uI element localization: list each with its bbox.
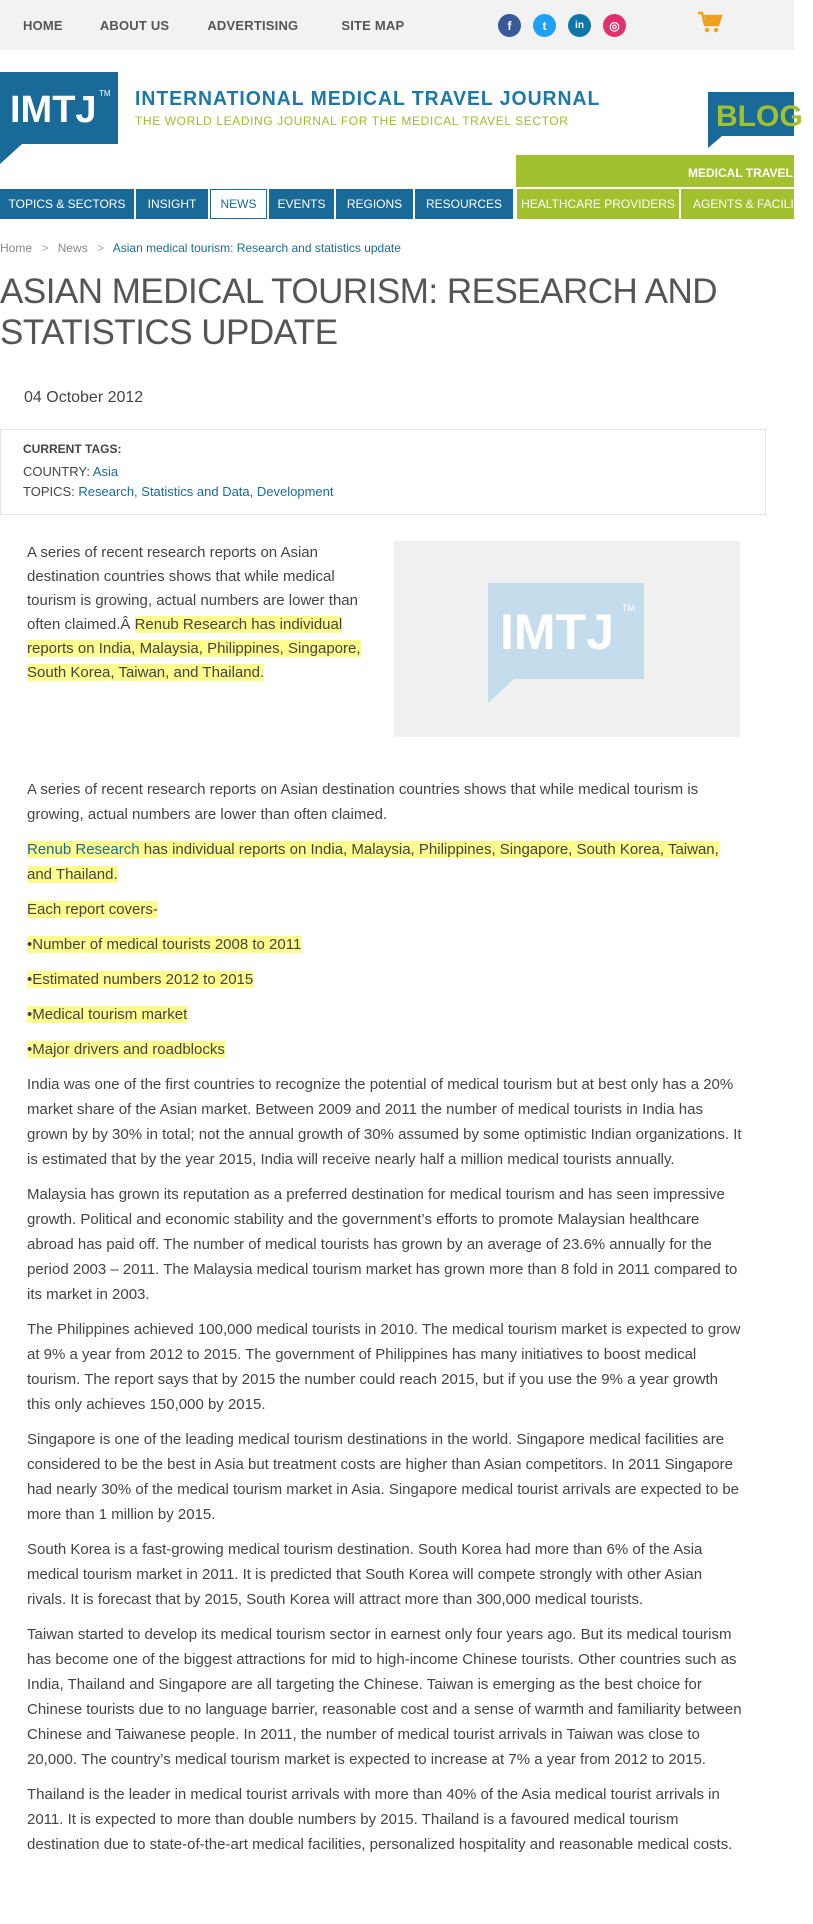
bullet-item	[27, 1037, 744, 1062]
svg-text:TM: TM	[622, 603, 635, 613]
nav-insight[interactable]: INSIGHT	[136, 189, 208, 219]
paragraph-philippines: The Philippines achieved 100,000 medical tourists in 2010. The medical tourism market is expected to grow at 9% a year from 2012 to 2015. The government of Philippines has many initiatives to boost medical tourism. The report says that by 2015 the number could reach 2015, but if you use the 9% a year growth this only achieves 150,000 by 2015.	[27, 1321, 741, 1413]
svg-text:IMTJ: IMTJ	[500, 604, 614, 660]
social-links	[498, 14, 626, 37]
bullet-text: •Number of medical tourists 2008 to 2011	[27, 936, 302, 953]
top-nav-home[interactable]: HOME	[23, 17, 63, 33]
page-title: ASIAN MEDICAL TOURISM: RESEARCH AND STATISTICS UPDATE	[0, 272, 718, 352]
site-title: INTERNATIONAL MEDICAL TRAVEL JOURNAL	[135, 88, 601, 110]
site-header	[0, 50, 813, 180]
paragraph-india: India was one of the first countries to recognize the potential of medical tourism but at best only has a 20% market share of the Asian market. Between 2009 and 2011 the number of medical tourists in India has grown by by 30% in total; not the annual growth of 30% assumed by some optimistic Indian organizations. It is estimated that by the year 2015, India will receive nearly half a million medical tourists annually.	[27, 1076, 742, 1168]
covers-heading	[27, 897, 744, 922]
article-date: 04 October 2012	[24, 389, 144, 406]
top-nav	[0, 0, 404, 50]
nav-regions[interactable]: REGIONS	[336, 189, 413, 219]
country-tag-link[interactable]: Asia	[92, 464, 119, 479]
article-paragraph-renub	[27, 837, 744, 887]
topics-row	[23, 482, 743, 502]
nav-agents-facilitators[interactable]: AGENTS & FACILITA	[681, 189, 794, 219]
top-nav-advertising[interactable]: ADVERTISING	[207, 17, 299, 33]
top-nav-about-us[interactable]: ABOUT US	[99, 17, 170, 33]
bullet-item	[27, 932, 744, 957]
article-image	[394, 541, 740, 737]
paragraph-south-korea: South Korea is a fast-growing medical tourism destination. South Korea had more than 6% of the Asia medical tourism market in 2011. It is predicted that South Korea will compete strongly with other Asian rivals. It is forecast that by 2015, South Korea will attract more than 300,000 medical tourists.	[27, 1541, 703, 1608]
svg-text:IMTJ: IMTJ	[10, 89, 97, 131]
nav-resources[interactable]: RESOURCES	[415, 189, 513, 219]
breadcrumb-separator: >	[97, 241, 105, 255]
paragraph-singapore: Singapore is one of the leading medical tourism destinations in the world. Singapore medical facilities are considered to be the best in Asia but treatment costs are higher than Asian competitors. In 2011 Singapore had nearly 30% of the medical tourism market in Asia. Singapore medical tourist arrivals are expected to be more than 1 million by 2015.	[27, 1431, 740, 1523]
breadcrumb-separator: >	[41, 241, 49, 255]
imtj-image-logo	[394, 541, 740, 737]
breadcrumb	[0, 225, 794, 265]
nav-topics-sectors[interactable]: TOPICS & SECTORS	[0, 189, 134, 219]
linkedin-icon[interactable]: in	[568, 14, 591, 37]
bullet-item	[27, 1002, 744, 1027]
bullet-text: •Medical tourism market	[27, 1006, 188, 1023]
bullet-text: •Major drivers and roadblocks	[27, 1041, 225, 1058]
topics-label: TOPICS:	[23, 484, 75, 499]
article-intro	[0, 541, 794, 777]
breadcrumb-news[interactable]: News	[57, 241, 88, 255]
bullet-item	[27, 967, 744, 992]
nav-news[interactable]: NEWS	[210, 189, 267, 219]
renub-text: has individual reports on India, Malaysia, Philippines, Singapore, South Korea, Taiwan, and Thailand.	[27, 841, 719, 883]
article-body	[0, 777, 794, 1857]
renub-research-link[interactable]: Renub Research	[27, 841, 140, 858]
imtj-logo[interactable]	[0, 72, 118, 164]
intro-highlight: Renub Research has individual reports on India, Malaysia, Philippines, Singapore, South Korea, Taiwan, and Thailand.	[27, 616, 361, 681]
cart-icon[interactable]	[697, 10, 723, 34]
article-paragraph: A series of recent research reports on Asian destination countries shows that while medical tourism is growing, actual numbers are lower than often claimed.	[27, 781, 699, 823]
current-tags-box	[0, 429, 766, 515]
paragraph-malaysia: Malaysia has grown its reputation as a preferred destination for medical tourism and has seen impressive growth. Political and economic stability and the government’s efforts to promote Malaysian healthcare abroad has paid off. The number of medical tourists has grown by an average of 23.6% annually for the period 2003 – 2011. The Malaysia medical tourism market has grown more than 8 fold in 2011 compared to its market in 2003.	[27, 1186, 738, 1303]
twitter-icon[interactable]: t	[533, 14, 556, 37]
top-nav-site-map[interactable]: SITE MAP	[341, 17, 405, 33]
country-label: COUNTRY:	[23, 464, 90, 479]
topics-tag-link[interactable]: Research, Statistics and Data, Development	[78, 484, 334, 499]
covers-text: Each report covers-	[27, 901, 158, 918]
paragraph-thailand: Thailand is the leader in medical tourist arrivals with more than 40% of the Asia medical tourist arrivals in 2011. It is expected to more than double numbers by 2015. Thailand is a favoured medical tourism destination due to state-of-the-art medical facilities, personalized hospitality and reasonable medical costs.	[27, 1786, 733, 1853]
intro-text	[27, 541, 377, 685]
top-bar	[0, 0, 794, 50]
nav-healthcare-providers[interactable]: HEALTHCARE PROVIDERS	[517, 189, 679, 219]
current-tags-label: CURRENT TAGS:	[23, 442, 122, 456]
main-nav	[0, 189, 809, 225]
blog-badge[interactable]	[708, 92, 803, 148]
bullet-text: •Estimated numbers 2012 to 2015	[27, 971, 254, 988]
instagram-icon[interactable]: ◎	[603, 14, 626, 37]
facebook-icon[interactable]: f	[498, 14, 521, 37]
svg-text:BLOG: BLOG	[716, 100, 803, 133]
breadcrumb-current: Asian medical tourism: Research and statistics update	[112, 241, 401, 255]
paragraph-taiwan: Taiwan started to develop its medical tourism sector in earnest only four years ago. But its medical tourism has become one of the biggest attractions for mid to high-income Chinese tourists. Other countries such as India, Thailand and Singapore are all targeting the Chinese. Taiwan is emerging as the best choice for Chinese tourists due to no language barrier, reasonable cost and a sense of warmth and familiarity between Chinese and Taiwanese people. In 2011, the number of medical tourist arrivals in Taiwan was close to 20,000. The country’s medical tourism market is expected to increase at 7% a year from 2012 to 2015.	[27, 1626, 742, 1768]
medical-travel-strip[interactable]: MEDICAL TRAVEL DE	[516, 155, 794, 187]
breadcrumb-home[interactable]: Home	[0, 241, 33, 255]
country-row	[23, 462, 743, 482]
svg-text:TM: TM	[99, 89, 111, 98]
site-tagline: THE WORLD LEADING JOURNAL FOR THE MEDICAL TRAVEL SECTOR	[135, 114, 569, 128]
nav-events[interactable]: EVENTS	[269, 189, 334, 219]
intro-plain: A series of recent research reports on Asian destination countries shows that while medical tourism is growing, actual numbers are lower than often claimed.Â	[27, 544, 358, 633]
